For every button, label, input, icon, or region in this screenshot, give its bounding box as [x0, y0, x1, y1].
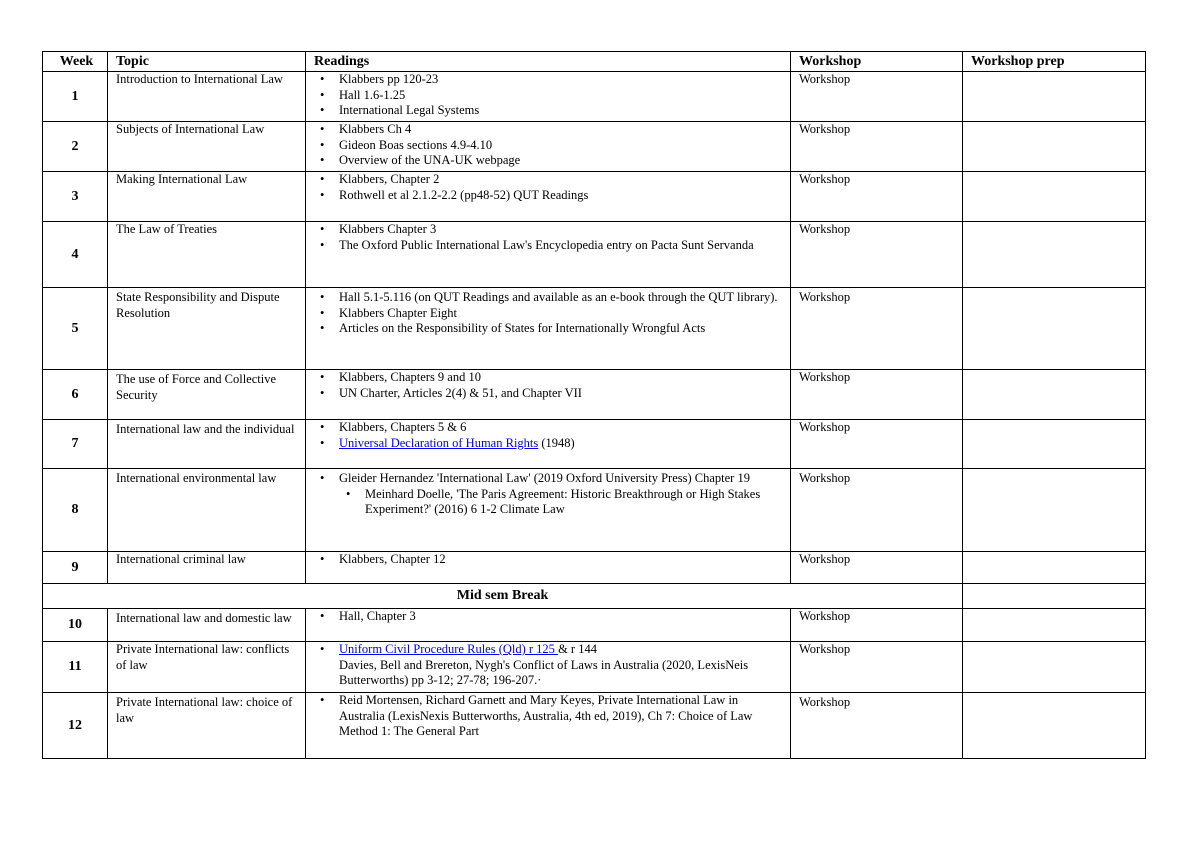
table-row [43, 642, 1146, 693]
header-week: Week [43, 52, 108, 72]
reading-item: • Klabbers Chapter 3 [339, 222, 785, 238]
reading-item: • Klabbers pp 120-23 [339, 72, 785, 88]
reading-suffix: (1948) [538, 435, 575, 450]
workshop-cell: Workshop [791, 122, 963, 172]
topic-cell: International law and domestic law [108, 609, 306, 642]
reading-item: • Hall 5.1-5.116 (on QUT Readings and available as an e-book through the QUT library). [339, 290, 785, 306]
readings-cell [306, 122, 791, 172]
topic-cell: Making International Law [108, 172, 306, 222]
reading-list [314, 552, 785, 568]
reading-list [314, 222, 785, 253]
workshop-cell: Workshop [791, 609, 963, 642]
topic-cell: State Responsibility and Dispute Resolution [108, 288, 306, 370]
reading-item: • Rothwell et al 2.1.2-2.2 (pp48-52) QUT Readings [339, 188, 785, 204]
reading-list [314, 420, 785, 451]
workshop-cell: Workshop [791, 693, 963, 759]
week-number: 2 [43, 122, 108, 172]
header-topic: Topic [108, 52, 306, 72]
ucpr-link[interactable]: Uniform Civil Procedure Rules (Qld) r 125 [339, 642, 559, 656]
reading-item: • Overview of the UNA-UK webpage [339, 153, 785, 169]
workshop-prep-cell [963, 469, 1146, 552]
workshop-prep-cell [963, 552, 1146, 584]
week-number: 12 [43, 693, 108, 759]
topic-cell: International environmental law [108, 469, 306, 552]
reading-item: • Reid Mortensen, Richard Garnett and Mary Keyes, Private International Law in Australia (LexisNexis Butterworths, Australia, 4th ed, 2019), Ch 7: Choice of Law Method 1: The General Part [339, 693, 785, 740]
reading-item: • Gideon Boas sections 4.9-4.10 [339, 138, 785, 154]
topic-cell: Private International law: conflicts of law [108, 642, 306, 693]
workshop-cell: Workshop [791, 370, 963, 420]
readings-cell [306, 72, 791, 122]
reading-list [314, 471, 785, 487]
week-number: 4 [43, 222, 108, 288]
workshop-prep-cell [963, 370, 1146, 420]
reading-list [314, 172, 785, 203]
readings-cell [306, 370, 791, 420]
readings-cell [306, 288, 791, 370]
topic-cell: Subjects of International Law [108, 122, 306, 172]
week-number: 5 [43, 288, 108, 370]
week-number: 11 [43, 642, 108, 693]
table-row [43, 693, 1146, 759]
reading-item: • Articles on the Responsibility of States for Internationally Wrongful Acts [339, 321, 785, 337]
table-row [43, 552, 1146, 584]
table-row [43, 288, 1146, 370]
workshop-cell: Workshop [791, 469, 963, 552]
reading-item: • The Oxford Public International Law's Encyclopedia entry on Pacta Sunt Servanda [339, 238, 785, 254]
table-row [43, 222, 1146, 288]
sub-reading-list [339, 487, 785, 518]
readings-cell [306, 693, 791, 759]
schedule-table [42, 51, 1146, 759]
reading-item [339, 436, 785, 452]
table-row [43, 122, 1146, 172]
reading-item-continued: Davies, Bell and Brereton, Nygh's Conflict of Laws in Australia (2020, LexisNeis Butterworths) pp 3-12; 27-78; 196-207.· [339, 657, 749, 687]
readings-cell [306, 609, 791, 642]
reading-list [314, 72, 785, 119]
workshop-cell: Workshop [791, 552, 963, 584]
reading-suffix: & r 144 [558, 642, 597, 656]
workshop-cell: Workshop [791, 172, 963, 222]
readings-cell [306, 222, 791, 288]
reading-list [314, 290, 785, 337]
workshop-prep-cell [963, 72, 1146, 122]
reading-item: • Klabbers Ch 4 [339, 122, 785, 138]
table-row [43, 469, 1146, 552]
topic-cell: The Law of Treaties [108, 222, 306, 288]
workshop-prep-cell [963, 584, 1146, 609]
topic-cell: International criminal law [108, 552, 306, 584]
reading-item: • Klabbers, Chapter 12 [339, 552, 785, 568]
header-readings: Readings [306, 52, 791, 72]
reading-item: • UN Charter, Articles 2(4) & 51, and Chapter VII [339, 386, 785, 402]
topic-cell: International law and the individual [108, 420, 306, 469]
reading-item: • Hall, Chapter 3 [339, 609, 785, 625]
workshop-prep-cell [963, 609, 1146, 642]
reading-item: • Gleider Hernandez 'International Law' (2019 Oxford University Press) Chapter 19 [339, 471, 785, 487]
reading-list [314, 609, 785, 625]
break-row [43, 584, 1146, 609]
udhr-link[interactable]: Universal Declaration of Human Rights [339, 435, 539, 450]
workshop-prep-cell [963, 420, 1146, 469]
workshop-prep-cell [963, 172, 1146, 222]
week-number: 7 [43, 420, 108, 469]
reading-list [314, 370, 785, 401]
readings-cell [306, 469, 791, 552]
header-row [43, 52, 1146, 72]
workshop-prep-cell [963, 122, 1146, 172]
topic-cell: Introduction to International Law [108, 72, 306, 122]
readings-cell [306, 172, 791, 222]
workshop-cell: Workshop [791, 222, 963, 288]
table-row [43, 72, 1146, 122]
readings-cell [306, 642, 791, 693]
reading-list [314, 693, 785, 740]
reading-item: • Klabbers, Chapter 2 [339, 172, 785, 188]
workshop-prep-cell [963, 288, 1146, 370]
week-number: 9 [43, 552, 108, 584]
topic-cell: The use of Force and Collective Security [108, 370, 306, 420]
reading-item: • Meinhard Doelle, 'The Paris Agreement: Historic Breakthrough or High Stakes Experiment?' (2016) 6 1-2 Climate Law [365, 487, 785, 518]
reading-item: • International Legal Systems [339, 103, 785, 119]
week-number: 10 [43, 609, 108, 642]
workshop-prep-cell [963, 642, 1146, 693]
reading-item: • Klabbers Chapter Eight [339, 306, 785, 322]
mid-sem-break-label: Mid sem Break [43, 584, 963, 609]
reading-list [314, 642, 785, 689]
reading-item: • Klabbers, Chapters 9 and 10 [339, 370, 785, 386]
header-workshop-prep: Workshop prep [963, 52, 1146, 72]
week-number: 1 [43, 72, 108, 122]
week-number: 6 [43, 370, 108, 420]
reading-item [339, 642, 785, 689]
readings-cell [306, 420, 791, 469]
topic-cell: Private International law: choice of law [108, 693, 306, 759]
week-number: 3 [43, 172, 108, 222]
table-row [43, 609, 1146, 642]
table-row [43, 172, 1146, 222]
header-workshop: Workshop [791, 52, 963, 72]
readings-cell [306, 552, 791, 584]
table-row [43, 370, 1146, 420]
workshop-prep-cell [963, 222, 1146, 288]
table-row [43, 420, 1146, 469]
reading-item: • Klabbers, Chapters 5 & 6 [339, 420, 785, 436]
week-number: 8 [43, 469, 108, 552]
workshop-cell: Workshop [791, 72, 963, 122]
workshop-prep-cell [963, 693, 1146, 759]
reading-item: • Hall 1.6-1.25 [339, 88, 785, 104]
reading-list [314, 122, 785, 169]
workshop-cell: Workshop [791, 420, 963, 469]
workshop-cell: Workshop [791, 642, 963, 693]
workshop-cell: Workshop [791, 288, 963, 370]
